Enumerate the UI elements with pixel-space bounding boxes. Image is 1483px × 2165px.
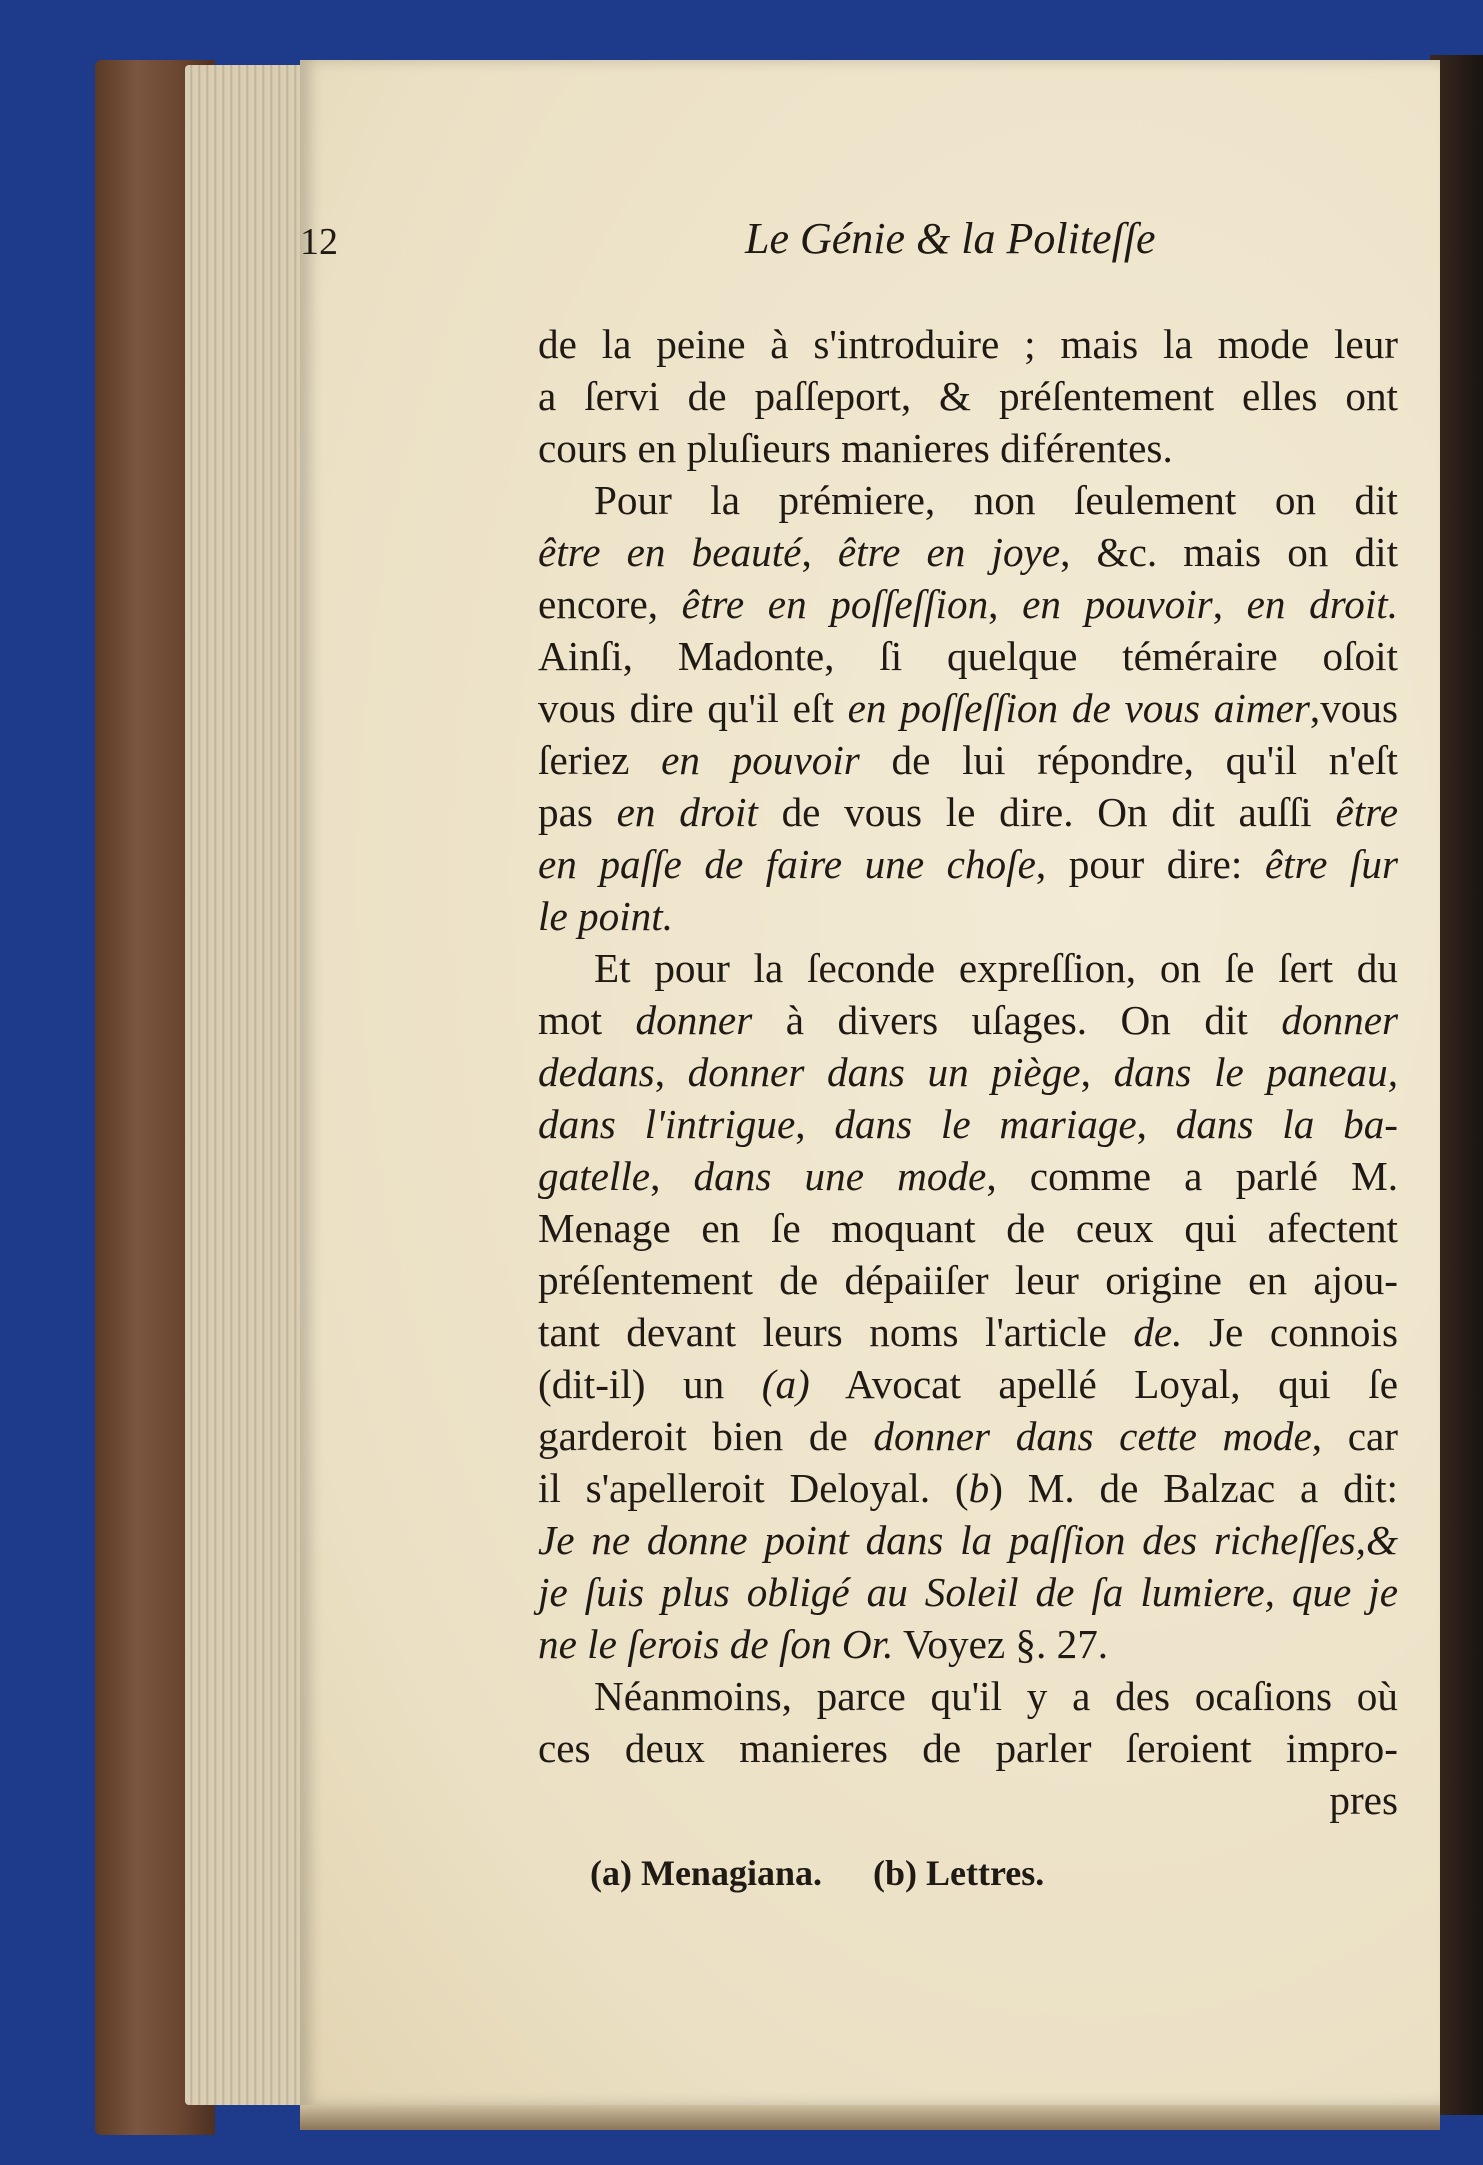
page-number: 12	[300, 221, 338, 263]
text-line	[538, 370, 1398, 422]
italic-run: dans l'intrigue	[538, 1101, 796, 1147]
italic-run: Je ne donne point dans la paſſion des richeſſes,&	[538, 1517, 1398, 1563]
italic-run: dans la ba-	[1175, 1101, 1398, 1147]
italic-run: dans une mode	[693, 1153, 987, 1199]
running-title: Le Génie & la Politeſſe	[745, 214, 1156, 263]
page-edges	[185, 65, 315, 2105]
italic-run: dans le mariage	[834, 1101, 1137, 1147]
text-run: , &c. mais on dit	[1060, 529, 1399, 575]
italic-run: en pouvoir	[661, 737, 860, 783]
text-line	[538, 1618, 1398, 1670]
text-run: il s'apelleroit Deloyal. (	[538, 1465, 969, 1511]
text-line	[538, 838, 1398, 890]
italic-run: dans le paneau,	[1113, 1049, 1399, 1095]
text-run: , comme a parlé M.	[986, 1153, 1398, 1199]
italic-run: en droit	[616, 789, 758, 835]
text-run: mot	[538, 997, 636, 1043]
text-line	[538, 1358, 1398, 1410]
italic-run: ne le ſerois de ſon Or.	[538, 1621, 894, 1667]
italic-run: être en beauté	[538, 529, 802, 575]
text-run: de vous le dire. On dit auſſi	[757, 789, 1336, 835]
italic-run: être en joye	[837, 529, 1061, 575]
text-run: pres	[1329, 1777, 1398, 1823]
text-run: ces deux manieres de parler ſeroient impro-	[538, 1725, 1398, 1771]
italic-run: en droit.	[1246, 581, 1399, 627]
text-run: tant devant leurs noms l'article	[538, 1309, 1134, 1355]
text-run: encore,	[538, 581, 682, 627]
text-line	[538, 526, 1398, 578]
italic-run: donner dans cette mode	[873, 1413, 1312, 1459]
text-run: garderoit bien de	[538, 1413, 874, 1459]
text-line	[538, 1098, 1398, 1150]
text-run: vous dire qu'il eſt	[538, 685, 848, 731]
text-run: (dit-il) un	[538, 1361, 762, 1407]
italic-run: le point.	[538, 893, 673, 939]
text-run: Menage en ſe moquant de ceux qui afectent	[538, 1205, 1398, 1251]
italic-run: gatelle	[538, 1153, 651, 1199]
text-line	[538, 734, 1398, 786]
italic-run: de.	[1133, 1309, 1183, 1355]
text-line	[538, 1150, 1398, 1202]
text-line	[538, 578, 1398, 630]
italic-run: donner	[1281, 997, 1398, 1043]
text-run: , car	[1311, 1413, 1399, 1459]
italic-run: en poſſeſſion de vous aimer	[847, 685, 1310, 731]
text-line	[538, 474, 1398, 526]
page-bottom-edge	[300, 2105, 1440, 2130]
text-line	[538, 1306, 1398, 1358]
text-run: ,	[801, 529, 838, 575]
text-run: cours en pluſieurs manieres diférentes.	[538, 425, 1173, 471]
footnote-b: (b) Lettres.	[872, 1853, 1045, 1893]
italic-run: donner dans un piège	[687, 1049, 1081, 1095]
text-run: ſeriez	[538, 737, 662, 783]
text-run: Pour la prémiere, non ſeulement on dit	[594, 477, 1398, 523]
italic-run: être ſur	[1264, 841, 1398, 887]
italic-run: b	[968, 1465, 990, 1511]
text-run: préſentement de dépaiiſer leur origine en ajou-	[538, 1257, 1398, 1303]
italic-run: être	[1335, 789, 1398, 835]
text-run: ,	[1080, 1049, 1114, 1095]
text-run: ,	[654, 1049, 688, 1095]
text-run: ,	[650, 1153, 694, 1199]
text-run: , pour dire:	[1035, 841, 1265, 887]
text-run: Voyez §. 27.	[893, 1621, 1109, 1667]
footnotes	[590, 1852, 1086, 1894]
italic-run: en paſſe de faire une choſe	[538, 841, 1036, 887]
text-run: de lui répondre, qu'il n'eſt	[859, 737, 1398, 783]
text-line	[538, 682, 1398, 734]
text-line	[538, 890, 1398, 942]
text-line	[538, 1254, 1398, 1306]
text-line	[538, 942, 1398, 994]
text-line	[538, 1722, 1398, 1774]
text-run: a ſervi de paſſeport, & préſentement elles ont	[538, 373, 1398, 419]
italic-run: en pouvoir	[1022, 581, 1213, 627]
text-line	[538, 318, 1398, 370]
text-line	[538, 1670, 1398, 1722]
text-run: ,vous	[1309, 685, 1398, 731]
italic-run: (a)	[761, 1361, 810, 1407]
text-line	[538, 630, 1398, 682]
italic-run: je ſuis plus obligé au Soleil de ſa lumiere, que je	[538, 1569, 1398, 1615]
text-run: de la peine à s'introduire ; mais la mode leur	[538, 321, 1398, 367]
body-text	[538, 318, 1398, 1826]
text-line	[538, 1046, 1398, 1098]
text-run: Avocat apellé Loyal, qui ſe	[809, 1361, 1398, 1407]
text-run: ,	[795, 1101, 835, 1147]
italic-run: dedans	[538, 1049, 655, 1095]
text-line	[538, 422, 1398, 474]
italic-run: donner	[635, 997, 753, 1043]
text-line	[538, 1566, 1398, 1618]
text-line	[538, 1410, 1398, 1462]
text-run: Je connois	[1182, 1309, 1398, 1355]
text-run: Néanmoins, parce qu'il y a des ocaſions où	[594, 1673, 1398, 1719]
text-line	[538, 1462, 1398, 1514]
text-run: pas	[538, 789, 617, 835]
footnote-a: (a) Menagiana.	[590, 1853, 822, 1893]
text-run: ,	[1212, 581, 1247, 627]
text-line	[538, 786, 1398, 838]
text-run: ) M. de Balzac a dit:	[989, 1465, 1398, 1511]
text-run: à divers uſages. On dit	[752, 997, 1282, 1043]
text-line	[538, 1202, 1398, 1254]
text-run: Ainſi, Madonte, ſi quelque téméraire oſoit	[538, 633, 1398, 679]
text-line	[538, 1774, 1398, 1826]
text-run: ,	[988, 581, 1023, 627]
text-line	[538, 1514, 1398, 1566]
text-run: Et pour la ſeconde expreſſion, on ſe ſert du	[594, 945, 1398, 991]
text-run: ,	[1136, 1101, 1176, 1147]
text-line	[538, 994, 1398, 1046]
italic-run: être en poſſeſſion	[681, 581, 989, 627]
